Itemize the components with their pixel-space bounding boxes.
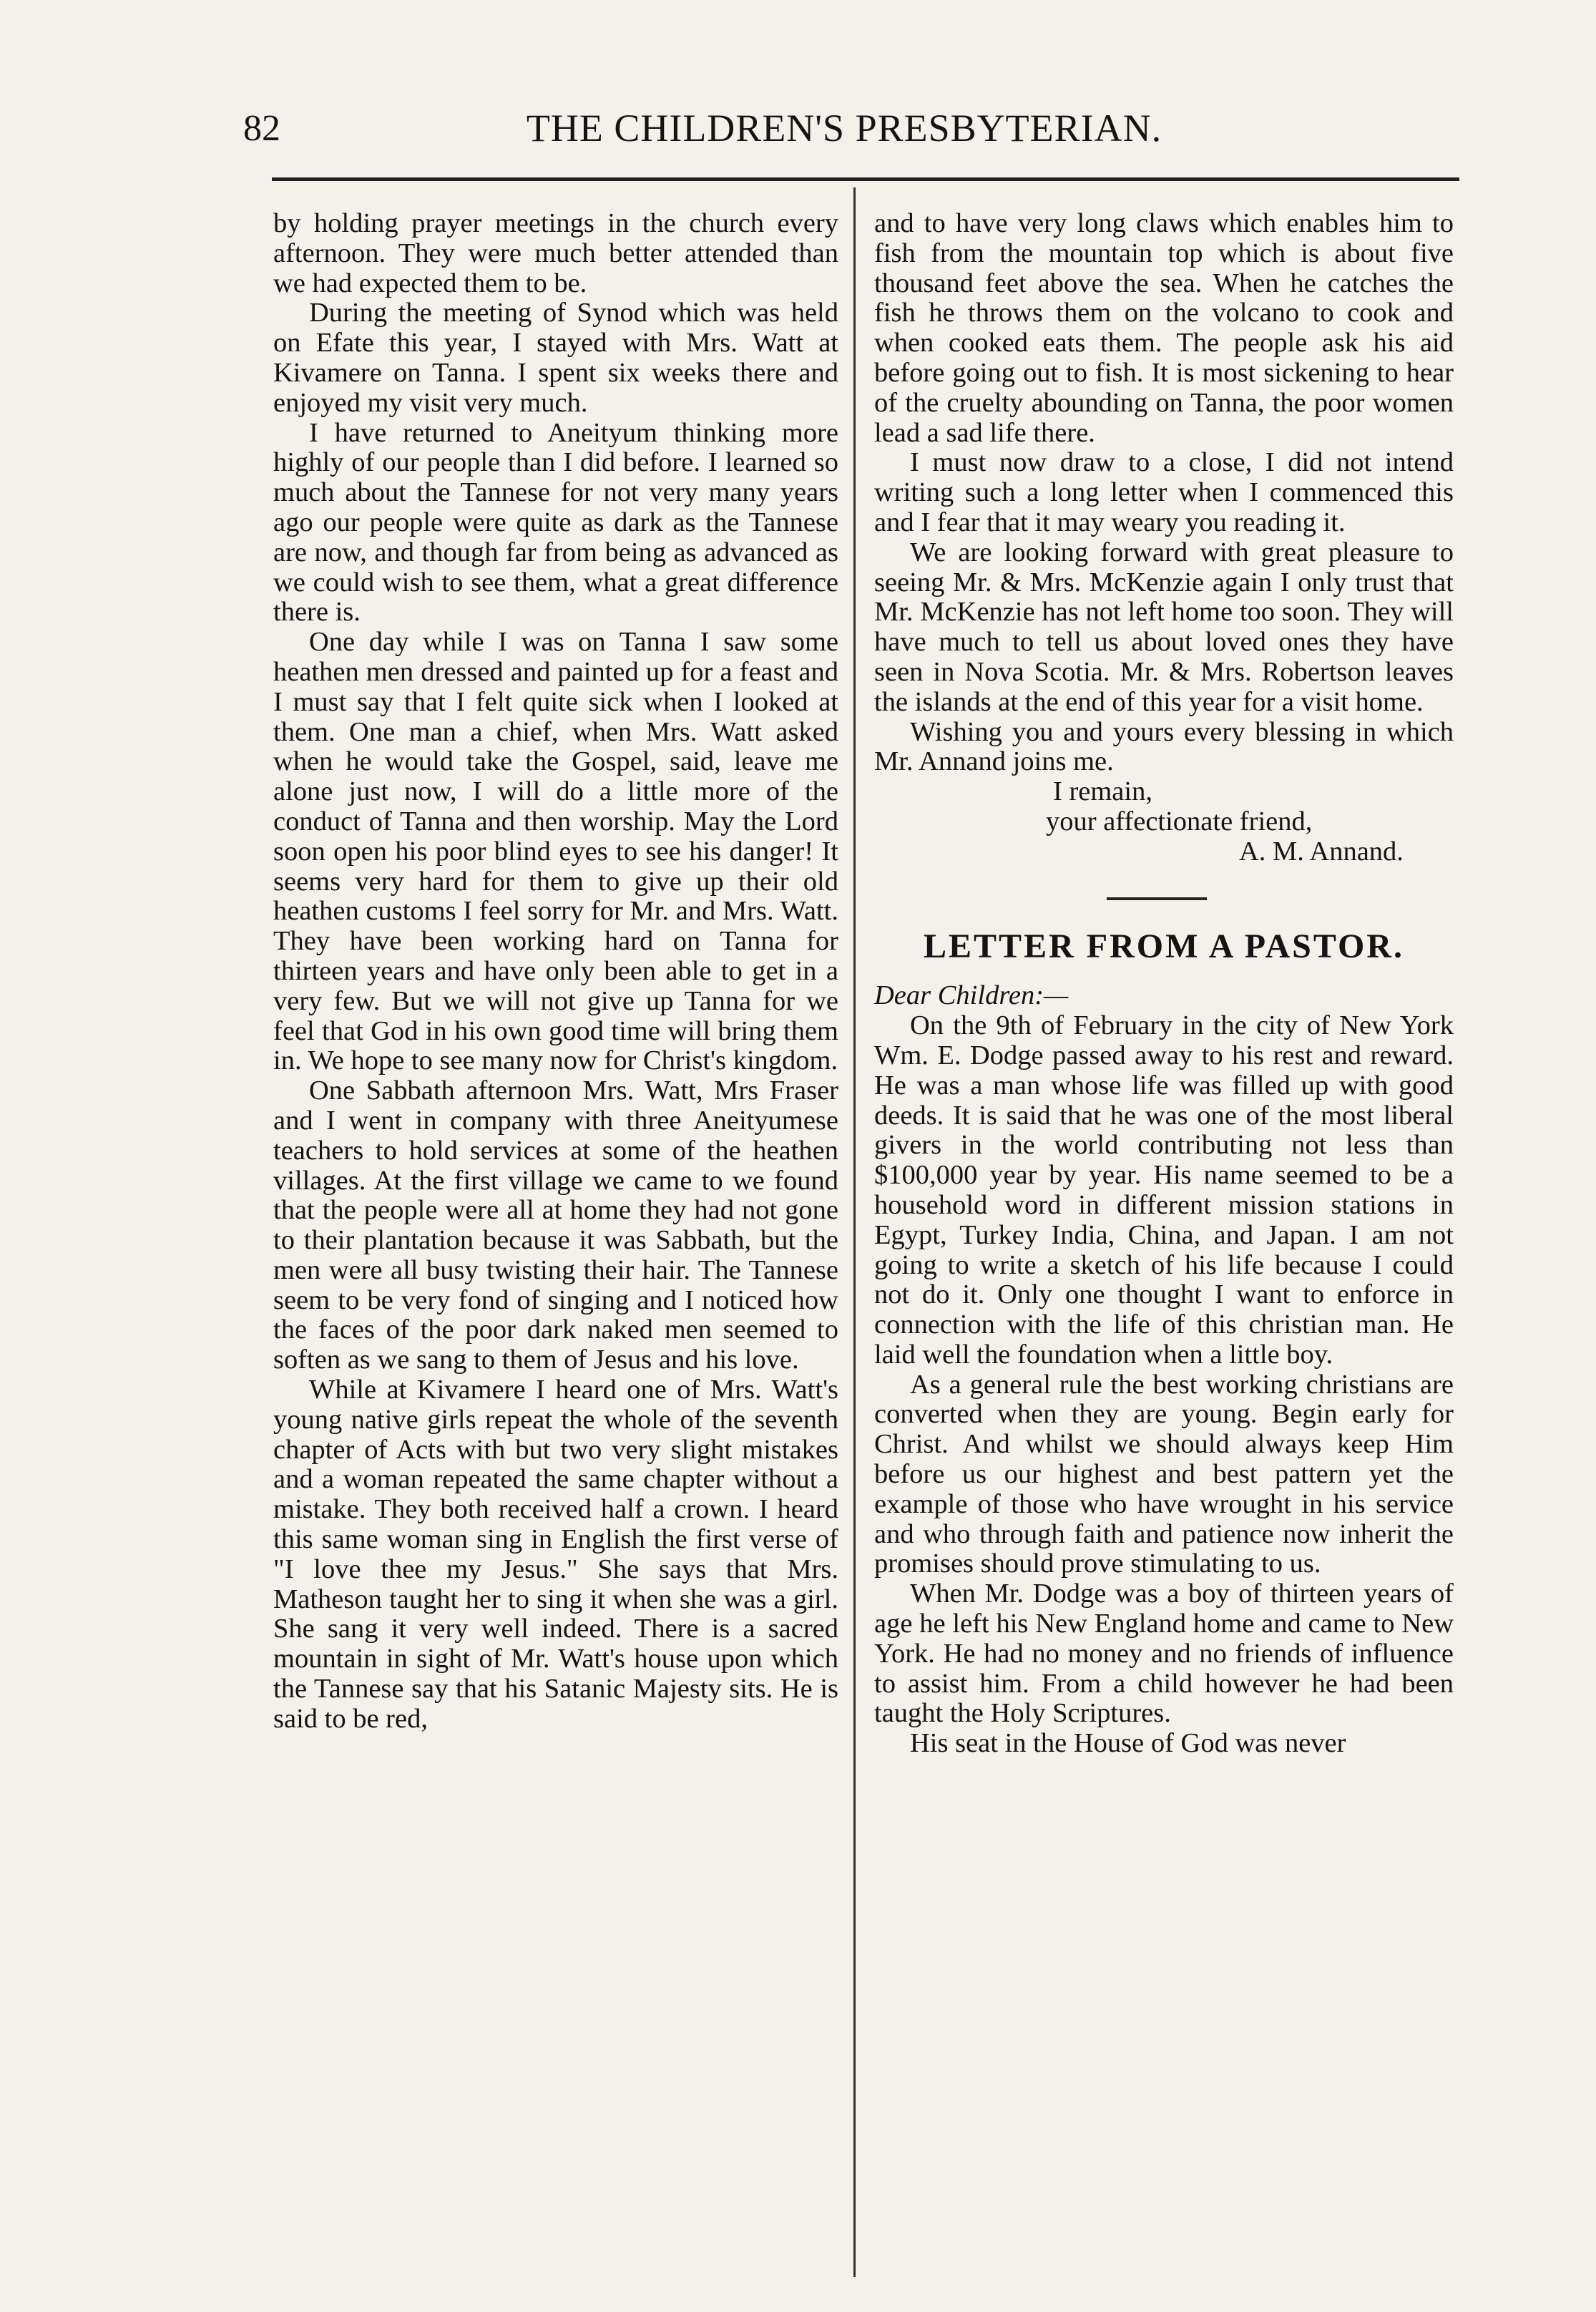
header-rule	[272, 177, 1459, 181]
signature: A. M. Annand.	[1239, 836, 1404, 867]
paragraph: On the 9th of February in the city of New York Wm. E. Dodge passed away to his rest and reward. He was a man whose life was filled up with good deeds. It is said that he was one of the most liberal givers in the world contributing not less than $100,000 year by year. His name seemed to be a household word in different mission stations in Egypt, Turkey India, China, and Japan. I am not going to write a sketch of his life because I could not do it. Only one thought I want to enforce in connection with the life of this christian man. He laid well the foundation when a little boy.	[874, 1010, 1454, 1370]
left-column	[273, 209, 838, 1735]
paragraph: I must now draw to a close, I did not intend writing such a long letter when I commenced this and I fear that it may weary you reading it.	[874, 447, 1454, 537]
salutation: Dear Children:—	[874, 980, 1069, 1011]
complimentary-close: your affectionate friend,	[1046, 806, 1313, 836]
letter-signoff	[874, 777, 1454, 867]
paragraph: and to have very long claws which enables him to fish from the mountain top which is about five thousand feet above the sea. When he catches the fish he throws them on the volcano to cook and when cooked eats them. The people ask his aid before going out to fish. It is most sickening to hear of the cruelty abounding on Tanna, the poor women lead a sad life there.	[874, 208, 1454, 448]
paragraph: One day while I was on Tanna I saw some heathen men dressed and painted up for a feast and I must say that I felt quite sick when I looked at them. One man a chief, when Mrs. Watt asked when he would take the Gospel, said, leave me alone just now, I will do a little more of the conduct of Tanna and then worship. May the Lord soon open his poor blind eyes to see his danger! It seems very hard for them to give up their old heathen customs I feel sorry for Mr. and Mrs. Watt. They have been working hard on Tanna for thirteen years and have only been able to get in a very few. But we will not give up Tanna for we feel that God in his own good time will bring them in. We hope to see many now for Christ's kingdom.	[273, 627, 838, 1076]
column-divider	[853, 187, 856, 2277]
running-title: THE CHILDREN'S PRESBYTERIAN.	[526, 107, 1162, 150]
paragraph: I have returned to Aneityum thinking more highly of our people than I did before. I learned so much about the Tannese for not very many years ago our people were quite as dark as the Tannese are now, and though far from being as advanced as we could wish to see them, what a great difference there is.	[273, 417, 838, 628]
paragraph: Wishing you and yours every blessing in which Mr. Annand joins me.	[874, 716, 1454, 777]
paragraph: As a general rule the best working christians are converted when they are young. Begin early for Christ. And whilst we should always keep Him before us our highest and best pattern yet the example of those who have wrought in his service and who through faith and patience now inherit the promises should prove stimulating to us.	[874, 1369, 1454, 1579]
paragraph: One Sabbath afternoon Mrs. Watt, Mrs Fraser and I went in company with three Aneityumese teachers to hold services at some of the heathen villages. At the first village we came to we found that the people were all at home they had not gone to their plantation because it was Sabbath, but the men were all busy twisting their hair. The Tannese seem to be very fond of singing and I noticed how the faces of the poor dark naked men seemed to soften as we sang to them of Jesus and his love.	[273, 1075, 838, 1375]
paragraph: We are looking forward with great pleasure to seeing Mr. & Mrs. McKenzie again I only trust that Mr. McKenzie has not left home too soon. They will have much to tell us about loved ones they have seen in Nova Scotia. Mr. & Mrs. Robertson leaves the islands at the end of this year for a visit home.	[874, 537, 1454, 717]
paragraph: While at Kivamere I heard one of Mrs. Watt's young native girls repeat the whole of the seventh chapter of Acts with but two very slight mistakes and a woman repeated the same chapter without a mistake. They both received half a crown. I heard this same woman sing in English the first verse of "I love thee my Jesus." She says that Mrs. Matheson taught her to sing it when she was a girl. She sang it very well indeed. There is a sacred mountain in sight of Mr. Watt's house upon which the Tannese say that his Satanic Majesty sits. He is said to be red,	[273, 1375, 838, 1734]
paragraph: by holding prayer meetings in the church every afternoon. They were much better attended than we had expected them to be.	[273, 208, 838, 298]
paragraph: During the meeting of Synod which was held on Efate this year, I stayed with Mrs. Watt at Kivamere on Tanna. I spent six weeks there and enjoyed my visit very much.	[273, 298, 838, 418]
closing-line: I remain,	[1053, 776, 1152, 807]
paragraph: When Mr. Dodge was a boy of thirteen years of age he left his New England home and came to New York. He had no money and no friends of influence to assist him. From a child however he had been taught the Holy Scriptures.	[874, 1579, 1454, 1729]
section-divider	[1107, 897, 1207, 900]
right-column	[874, 209, 1454, 1759]
section-title: LETTER FROM A PASTOR.	[924, 927, 1404, 965]
paragraph: His seat in the House of God was never	[910, 1728, 1346, 1759]
page-number: 82	[243, 108, 280, 149]
